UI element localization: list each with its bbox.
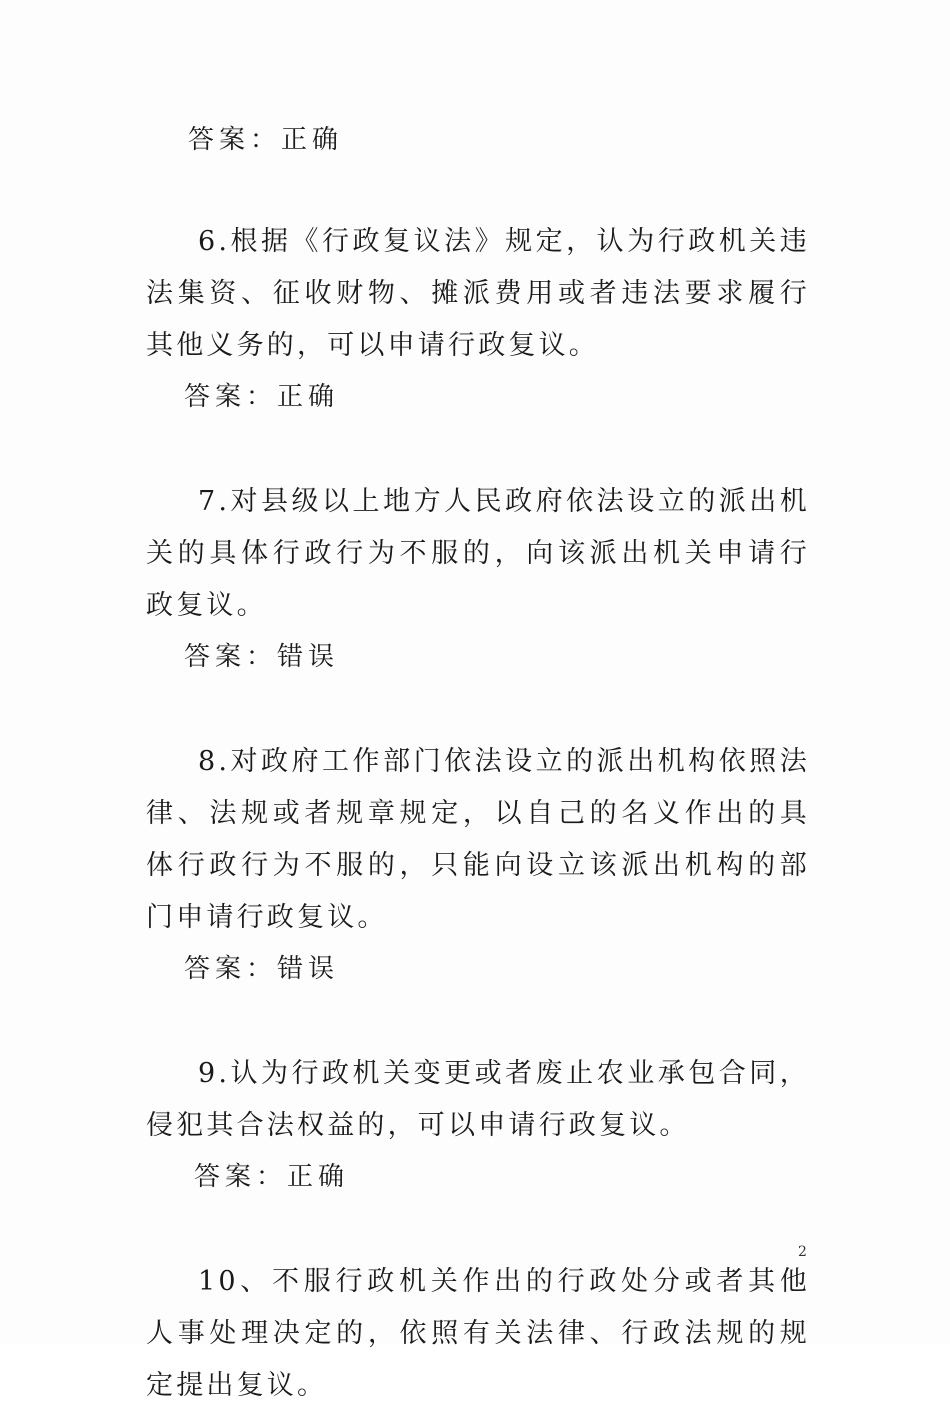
- answer-9: 答案：正确: [194, 1162, 350, 1192]
- question-9-text: 9.认为行政机关变更或者废止农业承包合同，侵犯其合法权益的，可以申请行政复议。: [146, 1058, 810, 1141]
- question-item-7: [146, 476, 810, 682]
- question-item-9: [146, 1048, 810, 1202]
- answer-8: 答案：错误: [184, 954, 340, 984]
- question-6-text: 6.根据《行政复议法》规定，认为行政机关违法集资、征收财物、摊派费用或者违法要求履行其他义务的，可以申请行政复议。: [146, 226, 810, 361]
- answer-5: 答案：正确: [188, 125, 344, 155]
- page-number: 2: [798, 1244, 807, 1260]
- question-item-10: [146, 1256, 810, 1412]
- question-8-text: 8.对政府工作部门依法设立的派出机构依照法律、法规或者规章规定，以自己的名义作出的具体行政行为不服的，只能向设立该派出机构的部门申请行政复议。: [146, 746, 810, 933]
- question-7-text: 7.对县级以上地方人民政府依法设立的派出机关的具体行政行为不服的，向该派出机关申请行政复议。: [146, 486, 810, 621]
- answer-6: 答案：正确: [184, 382, 340, 412]
- question-10-text: 10、不服行政机关作出的行政处分或者其他人事处理决定的，依照有关法律、行政法规的规定提出复议。: [146, 1266, 810, 1401]
- answer-7: 答案：错误: [184, 642, 340, 672]
- question-item-6: [146, 216, 810, 422]
- question-item-8: [146, 736, 810, 994]
- document-body: [146, 118, 810, 1412]
